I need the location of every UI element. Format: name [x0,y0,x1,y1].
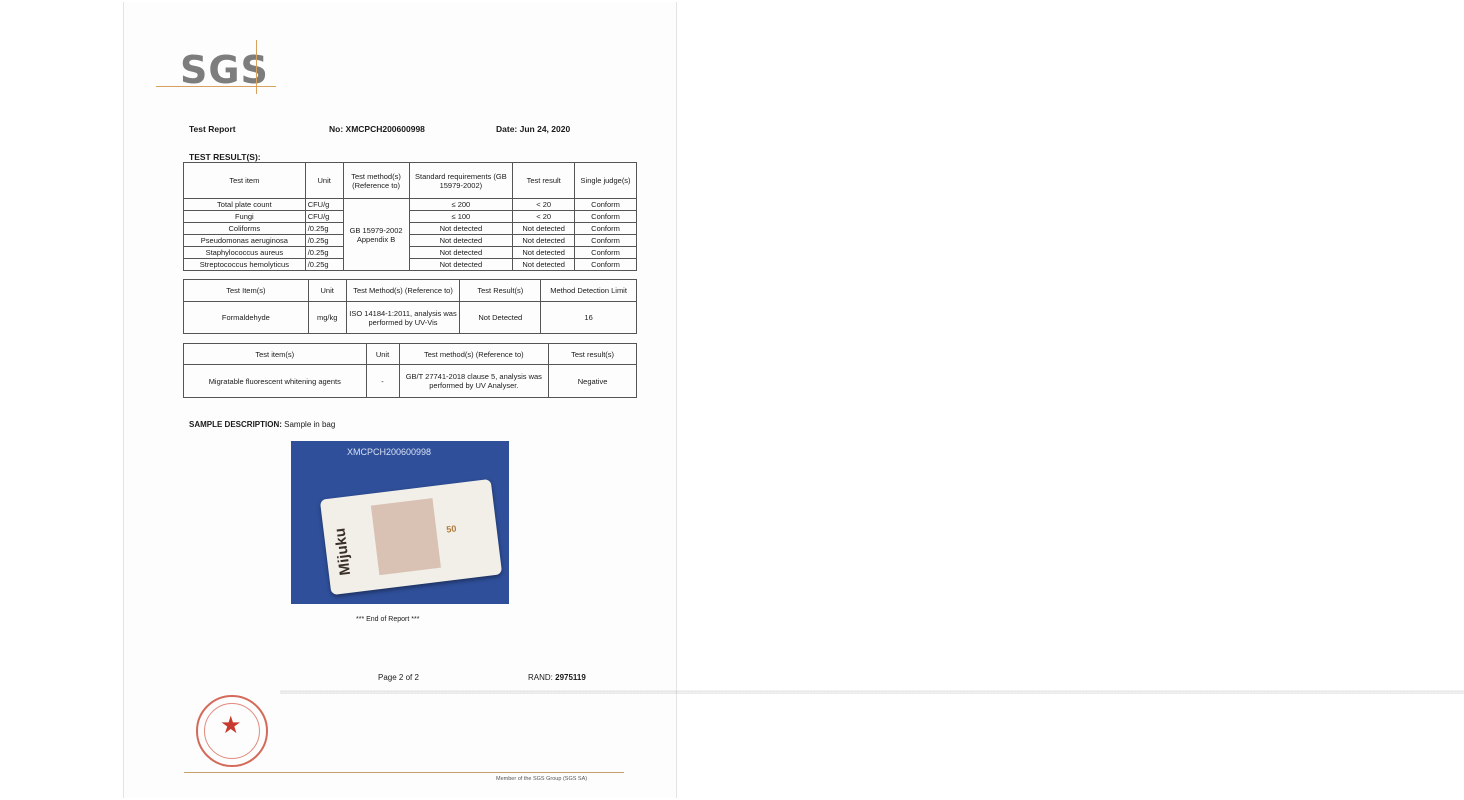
package-brand: Mijuku [331,527,355,577]
col-header: Single judge(s) [575,163,637,199]
sample-description [189,420,335,429]
cell: Negative [549,365,637,398]
table-row [184,247,637,259]
cell: Not Detected [460,302,541,334]
sample-photo [291,441,509,604]
cell: Coliforms [184,223,306,235]
cell: Not detected [513,259,575,271]
cell: Conform [575,247,637,259]
cell: < 20 [513,199,575,211]
table-row [184,223,637,235]
cell: Not detected [409,247,513,259]
page-number: Page 2 of 2 [378,673,419,682]
report-number: No: XMCPCH200600998 [329,124,425,134]
cell: - [366,365,399,398]
table-row [184,211,637,223]
col-header: Test Method(s) (Reference to) [346,280,460,302]
cell: Not detected [409,259,513,271]
photo-label: XMCPCH200600998 [347,447,432,457]
cell: ≤ 100 [409,211,513,223]
cell: GB/T 27741-2018 clause 5, analysis was performed by UV Analyser. [399,365,549,398]
microbial-results-table [183,162,637,271]
logo-rule-vertical [256,40,257,94]
member-text: Member of the SGS Group (SGS SA) [496,776,588,782]
sample-label: SAMPLE DESCRIPTION: [189,420,282,429]
col-header: Unit [305,163,343,199]
cell: Conform [575,235,637,247]
cell: Staphylococcus aureus [184,247,306,259]
package-count: 50 [445,523,457,535]
rand-label: RAND: [528,673,553,682]
table-row [184,302,637,334]
col-header: Test result [513,163,575,199]
col-header: Test result(s) [549,344,637,365]
logo-text: SGS [180,48,269,92]
cell: Not detected [409,235,513,247]
cell: 16 [541,302,637,334]
cell: CFU/g [305,199,343,211]
col-header: Test Item(s) [184,280,309,302]
report-label: Test Report [189,124,236,134]
cell: Conform [575,199,637,211]
rand-value: 2975119 [555,673,586,682]
cell: CFU/g [305,211,343,223]
cell: Formaldehyde [184,302,309,334]
col-header: Test method(s) (Reference to) [343,163,409,199]
section-title: TEST RESULT(S): [189,152,261,162]
certification-stamp [196,695,268,767]
col-header: Unit [366,344,399,365]
cell: Streptococcus hemolyticus [184,259,306,271]
cell: /0.25g [305,247,343,259]
cell: Not detected [513,247,575,259]
cell: Migratable fluorescent whitening agents [184,365,367,398]
cell: Fungi [184,211,306,223]
table-row [184,199,637,211]
cell: Not detected [409,223,513,235]
formaldehyde-table [183,279,637,334]
end-of-report: *** End of Report *** [356,616,420,623]
col-header: Test item(s) [184,344,367,365]
star-icon: ★ [220,712,242,739]
table-row [184,259,637,271]
legal-fine-print: ░░░░░░░░░░░░░░░░░░░░░░░░░░░░░░░░░░░░░░░░░░░░░░░░░░░░░░░░░░░░░░░░░░░░░░░░░░░░░░░░░░░░░░░░░░░░░░░░░░░░░░░░░░░░░░░░░░░░░░░░░░░░░░░░░░░░░░░░░░░░░░░░░░░░░░░░░░░░░░░░░░░░░░░░░░░░░░░░░░░░░░░░░░░░░░░░░░░░░░░░░░░░░░░░░░░░░░░░░░░░░░░░░░░░░░░░░░░░░░░░░░░░░░░░░░░░░░░░░░░░░░░░░░░░░░░░░░░░░░░░░░░░░░░░░░░░░░░░░░░░░░░░░░░░░░░░░░░░░░░░░░░░░░░░░░░░░░░░░░░░░░░░░░░░░░░░░░░░░░░░░░░░░░░░░░░░░░░░░░░░░░░░░░░░░░░░░░░░░░░░░░░░░░░░░░░░░░░░░░░░░░░░░░░░░░░░░░░░░░░░░░░░░░░░░░░░░░░░░░░░░░░░░░░░░░░░░░░░░░░░░░░░░░░░░░░░░░░░░░░░░░░░░░░░░░░░░░░░░░░░░░░░░░░░░░░░░░░░░░░░░░░░░░░░░░░░░░░░░ [280,690,1464,694]
col-header: Method Detection Limit [541,280,637,302]
cell: /0.25g [305,259,343,271]
col-header: Test item [184,163,306,199]
rand-number [528,673,586,682]
sample-value: Sample in bag [284,420,336,429]
table-header-row [184,163,637,199]
cell: /0.25g [305,235,343,247]
col-header: Unit [308,280,346,302]
table-row [184,365,637,398]
cell: Not detected [513,223,575,235]
cell: /0.25g [305,223,343,235]
logo-rule [156,86,276,87]
cell: ≤ 200 [409,199,513,211]
table-header-row [184,280,637,302]
cell: Conform [575,259,637,271]
cell: ISO 14184-1:2011, analysis was performed by UV-Vis [346,302,460,334]
col-header: Test method(s) (Reference to) [399,344,549,365]
fluorescent-agents-table [183,343,637,398]
footer-rule [184,772,624,773]
package-picture [371,498,441,575]
sgs-logo [176,48,296,96]
cell: Conform [575,223,637,235]
col-header: Standard requirements (GB 15979-2002) [409,163,513,199]
method-cell: GB 15979-2002 Appendix B [343,199,409,271]
table-row [184,235,637,247]
cell: < 20 [513,211,575,223]
cell: Total plate count [184,199,306,211]
cell: Conform [575,211,637,223]
report-date: Date: Jun 24, 2020 [496,124,571,134]
cell: Pseudomonas aeruginosa [184,235,306,247]
report-page [123,2,1464,798]
col-header: Test Result(s) [460,280,541,302]
table-header-row [184,344,637,365]
product-package [320,479,502,595]
cell: mg/kg [308,302,346,334]
cell: Not detected [513,235,575,247]
